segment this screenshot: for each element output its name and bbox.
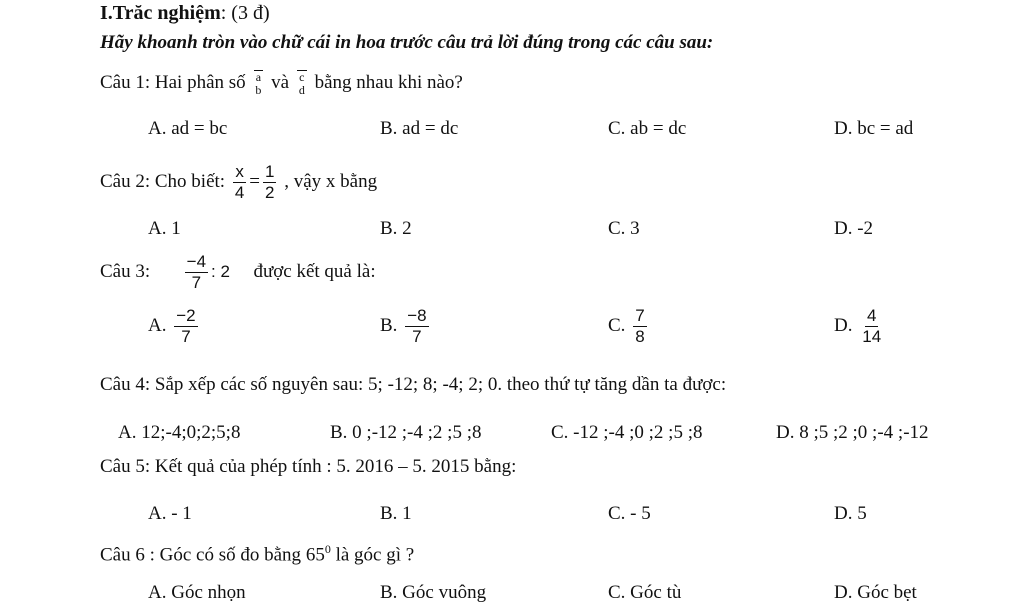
q3-a-label: A. [148,314,167,336]
q6-degree-sign: 0 [324,542,331,556]
q2-frac2-den: 2 [265,183,275,202]
q2-frac1-num: x [235,162,244,181]
question-3 [100,252,376,293]
section-points: : (3 đ) [220,2,270,24]
q3-prefix: Câu 3: [100,260,151,282]
q3-d-num: 4 [866,306,877,325]
q2-option-c[interactable]: C. 3 [608,218,640,239]
q3-d-den: 14 [862,327,882,346]
q3-suffix: được kết quả là: [253,260,376,282]
q3-fraction [185,252,208,293]
q3-frac-num: −4 [186,252,207,271]
q3-frac-den: 7 [191,273,202,292]
q2-frac1-den: 4 [234,183,245,202]
q1-option-c[interactable]: C. ab = dc [608,118,687,139]
q3-d-fraction [860,306,883,347]
question-6 [100,538,414,566]
section-title [100,2,270,24]
q3-a-num: −2 [176,306,196,325]
q3-b-den: 7 [412,327,422,346]
q1-suffix: bằng nhau khi nào? [314,71,463,93]
q3-c-num: 7 [635,306,645,325]
q6-option-d[interactable]: D. Góc bẹt [834,582,917,603]
q1-option-b[interactable]: B. ad = dc [380,118,459,139]
q5-option-b[interactable]: B. 1 [380,503,412,524]
q2-fraction-1 [233,162,246,203]
q2-equals: = [249,170,261,192]
q2-option-a[interactable]: A. 1 [148,218,181,239]
q3-c-label: C. [608,314,626,336]
q1-connector: và [271,71,290,93]
q6-option-a[interactable]: A. Góc nhọn [148,582,246,603]
q4-option-a[interactable]: A. 12;-4;0;2;5;8 [118,422,241,443]
instruction: Hãy khoanh tròn vào chữ cái in hoa trước câu trả lời đúng trong các câu sau: [100,32,714,53]
q1-option-d[interactable]: D. bc = ad [834,118,914,139]
q3-a-fraction [174,306,197,347]
q3-b-num: −8 [407,306,427,325]
q6-option-c[interactable]: C. Góc tù [608,582,682,603]
q5-option-c[interactable]: C. - 5 [608,503,651,524]
q1-frac1-den: b [255,83,262,97]
q3-c-den: 8 [635,327,645,346]
q6-angle: 65 [305,544,325,566]
question-4: Câu 4: Sắp xếp các số nguyên sau: 5; -12; 8; -4; 2; 0. theo thứ tự tăng dần ta được: [100,374,727,395]
q1-fraction-1 [253,70,263,97]
q6-prefix: Câu 6 : Góc có số đo bằng [100,544,302,566]
q5-option-a[interactable]: A. - 1 [148,503,192,524]
q3-c-fraction [633,306,646,347]
q4-option-c[interactable]: C. -12 ;-4 ;0 ;2 ;5 ;8 [551,422,703,443]
q3-b-fraction [405,306,428,347]
section-title-text: I.Trăc nghiệm [100,2,221,24]
question-1 [100,70,463,97]
q6-suffix: là góc gì ? [335,544,415,566]
q2-option-b[interactable]: B. 2 [380,218,412,239]
q3-option-b[interactable] [380,306,432,347]
q5-option-d[interactable]: D. 5 [834,503,867,524]
q1-frac1-num: a [255,70,262,84]
q1-prefix: Câu 1: Hai phân số [100,71,246,93]
q1-frac2-den: d [298,83,305,97]
q3-d-label: D. [834,314,853,336]
q1-option-a[interactable]: A. ad = bc [148,118,228,139]
question-5: Câu 5: Kết quả của phép tính : 5. 2016 – 5. 2015 bằng: [100,456,517,477]
q2-suffix: , vậy x bằng [284,170,378,192]
q4-option-d[interactable]: D. 8 ;5 ;2 ;0 ;-4 ;-12 [776,422,929,443]
q3-option-a[interactable] [148,306,201,347]
q2-prefix: Câu 2: Cho biết: [100,170,226,192]
q3-b-label: B. [380,314,398,336]
q4-option-b[interactable]: B. 0 ;-12 ;-4 ;2 ;5 ;8 [330,422,482,443]
q3-option-c[interactable] [608,306,650,347]
q1-frac2-num: c [299,70,305,84]
q2-fraction-2 [263,162,276,203]
q3-option-d[interactable] [834,306,886,347]
q2-frac2-num: 1 [265,162,275,181]
question-2 [100,162,377,203]
q1-fraction-2 [297,70,307,97]
q3-a-den: 7 [181,327,191,346]
q3-divisor: : 2 [211,261,230,281]
q2-option-d[interactable]: D. -2 [834,218,874,239]
q6-option-b[interactable]: B. Góc vuông [380,582,487,603]
